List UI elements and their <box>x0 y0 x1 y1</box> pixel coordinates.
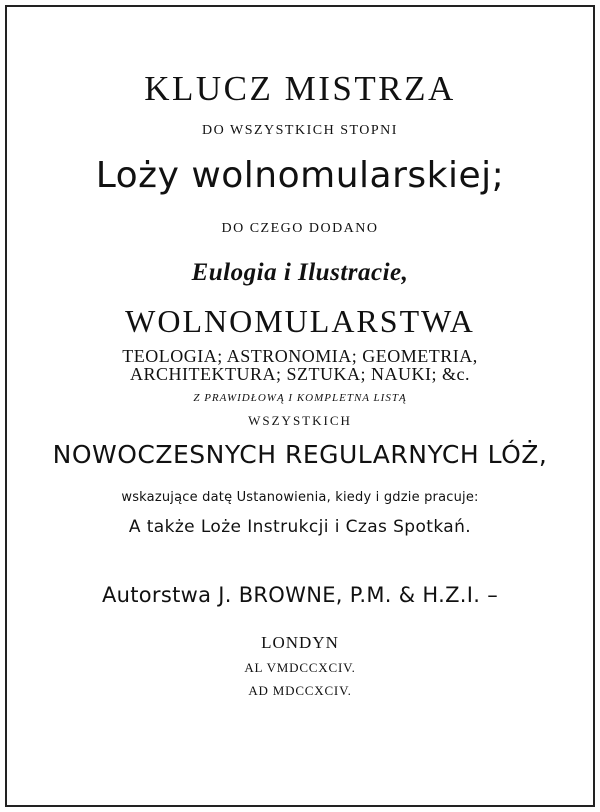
lodge-heading: Loży wolnomularskiej; <box>95 155 505 196</box>
freemasonry-heading: WOLNOMULARSTWA <box>125 303 475 339</box>
ad-date: AD MDCCXCIV. <box>248 683 352 698</box>
indicating-line: wskazujące datę Ustanowienia, kiedy i gdzie pracuje: <box>121 490 479 505</box>
topics-line-2: ARCHITEKTURA; SZTUKA; NAUKI; &c. <box>130 364 470 384</box>
al-date: AL VMDCCXCIV. <box>244 660 356 675</box>
title-page <box>5 5 595 807</box>
instruction-line: A także Loże Instrukcji i Czas Spotkań. <box>128 517 472 537</box>
list-line: Z PRAWIDŁOWĄ I KOMPLETNA LISTĄ <box>193 392 407 404</box>
topics-line-1: TEOLOGIA; ASTRONOMIA; GEOMETRIA, <box>122 346 478 366</box>
all-line: WSZYSTKICH <box>248 413 352 428</box>
subtitle-degrees: DO WSZYSTKICH STOPNI <box>202 123 398 138</box>
publication-city: LONDYN <box>261 633 339 652</box>
author-line: Autorstwa J. BROWNE, P.M. & H.Z.I. – <box>101 583 499 607</box>
book-title: KLUCZ MISTRZA <box>144 69 456 108</box>
eulogy-heading: Eulogia i Ilustracie, <box>191 259 409 286</box>
modern-lodges-heading: NOWOCZESNYCH REGULARNYCH LÓŻ, <box>52 440 548 469</box>
added-line: DO CZEGO DODANO <box>221 221 379 236</box>
